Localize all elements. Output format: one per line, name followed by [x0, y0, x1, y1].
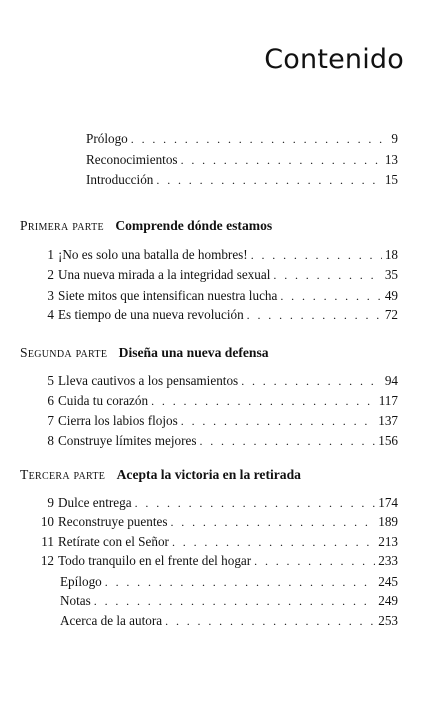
part-title: Diseña una nueva defensa [118, 345, 269, 360]
chapter-number: 10 [40, 514, 54, 529]
toc-entry-prologue[interactable] [86, 131, 398, 147]
chapter-title: Siete mitos que intensifican nuestra lucha [58, 288, 278, 303]
chapter-page: 174 [378, 495, 398, 510]
part-heading-1[interactable] [20, 218, 272, 234]
dot-leader [165, 613, 375, 629]
toc-chapter-11[interactable] [40, 534, 398, 550]
part-label: Primera parte [20, 218, 104, 233]
dot-leader [151, 393, 376, 409]
chapter-title: Cuida tu corazón [58, 393, 149, 408]
chapter-page: 35 [384, 267, 398, 282]
chapter-page: 72 [384, 307, 398, 322]
chapter-page: 233 [378, 553, 398, 568]
toc-entry-page: 13 [384, 152, 398, 167]
chapter-page: 189 [378, 514, 398, 529]
dot-leader [247, 307, 382, 323]
dot-leader [280, 288, 381, 304]
toc-chapter-6[interactable] [40, 393, 398, 409]
toc-entry-page: 249 [378, 593, 398, 608]
toc-entry-page: 245 [378, 574, 398, 589]
dot-leader [241, 373, 382, 389]
chapter-number: 3 [47, 288, 54, 303]
chapter-number: 8 [47, 433, 54, 448]
toc-entry-page: 9 [391, 131, 398, 146]
dot-leader [181, 413, 375, 429]
chapter-number: 6 [47, 393, 54, 408]
chapter-page: 137 [378, 413, 398, 428]
part-heading-3[interactable] [20, 467, 301, 483]
toc-entry-page: 253 [378, 613, 398, 628]
chapter-page: 18 [384, 247, 398, 262]
chapter-title: Construye límites mejores [58, 433, 197, 448]
chapter-title: Retírate con el Señor [58, 534, 169, 549]
toc-chapter-3[interactable] [40, 288, 398, 304]
chapter-number: 9 [47, 495, 54, 510]
part-title: Comprende dónde estamos [115, 218, 273, 233]
dot-leader [254, 553, 375, 569]
dot-leader [156, 172, 381, 188]
toc-entry-notes[interactable] [60, 593, 398, 609]
chapter-page: 213 [378, 534, 398, 549]
chapter-title: ¡No es solo una batalla de hombres! [58, 247, 248, 262]
chapter-number: 5 [47, 373, 54, 388]
dot-leader [251, 247, 382, 263]
chapter-number: 11 [41, 534, 54, 549]
chapter-title: Una nueva mirada a la integridad sexual [58, 267, 271, 282]
toc-entry-page: 15 [384, 172, 398, 187]
chapter-title: Todo tranquilo en el frente del hogar [58, 553, 252, 568]
chapter-page: 49 [384, 288, 398, 303]
page-title: Contenido [264, 44, 404, 75]
dot-leader [181, 152, 382, 168]
dot-leader [105, 574, 375, 590]
toc-chapter-7[interactable] [40, 413, 398, 429]
dot-leader [94, 593, 375, 609]
chapter-number: 7 [47, 413, 54, 428]
part-label: Tercera parte [20, 467, 106, 482]
toc-chapter-8[interactable] [40, 433, 398, 449]
toc-chapter-2[interactable] [40, 267, 398, 283]
toc-entry-introduction[interactable] [86, 172, 398, 188]
dot-leader [199, 433, 375, 449]
toc-chapter-4[interactable] [40, 307, 398, 323]
toc-entry-label: Introducción [86, 172, 154, 187]
toc-entry-label: Epílogo [60, 574, 102, 589]
toc-entry-label: Notas [60, 593, 91, 608]
dot-leader [171, 514, 376, 530]
toc-entry-label: Acerca de la autora [60, 613, 163, 628]
part-heading-2[interactable] [20, 345, 269, 361]
part-label: Segunda parte [20, 345, 108, 360]
chapter-number: 12 [40, 553, 54, 568]
chapter-title: Cierra los labios flojos [58, 413, 178, 428]
dot-leader [131, 131, 389, 147]
chapter-number: 1 [47, 247, 54, 262]
chapter-title: Lleva cautivos a los pensamientos [58, 373, 239, 388]
toc-entry-about-author[interactable] [60, 613, 398, 629]
part-title: Acepta la victoria en la retirada [116, 467, 301, 482]
toc-chapter-10[interactable] [40, 514, 398, 530]
dot-leader [273, 267, 381, 283]
toc-entry-acknowledgements[interactable] [86, 152, 398, 168]
toc-chapter-12[interactable] [40, 553, 398, 569]
chapter-title: Es tiempo de una nueva revolución [58, 307, 244, 322]
chapter-page: 156 [378, 433, 398, 448]
toc-entry-label: Reconocimientos [86, 152, 178, 167]
chapter-number: 4 [47, 307, 54, 322]
chapter-title: Dulce entrega [58, 495, 132, 510]
toc-chapter-9[interactable] [40, 495, 398, 511]
chapter-number: 2 [47, 267, 54, 282]
toc-chapter-5[interactable] [40, 373, 398, 389]
toc-entry-epilogue[interactable] [60, 574, 398, 590]
dot-leader [135, 495, 376, 511]
chapter-page: 117 [378, 393, 398, 408]
toc-chapter-1[interactable] [40, 247, 398, 263]
chapter-title: Reconstruye puentes [58, 514, 168, 529]
toc-entry-label: Prólogo [86, 131, 128, 146]
chapter-page: 94 [384, 373, 398, 388]
dot-leader [172, 534, 375, 550]
